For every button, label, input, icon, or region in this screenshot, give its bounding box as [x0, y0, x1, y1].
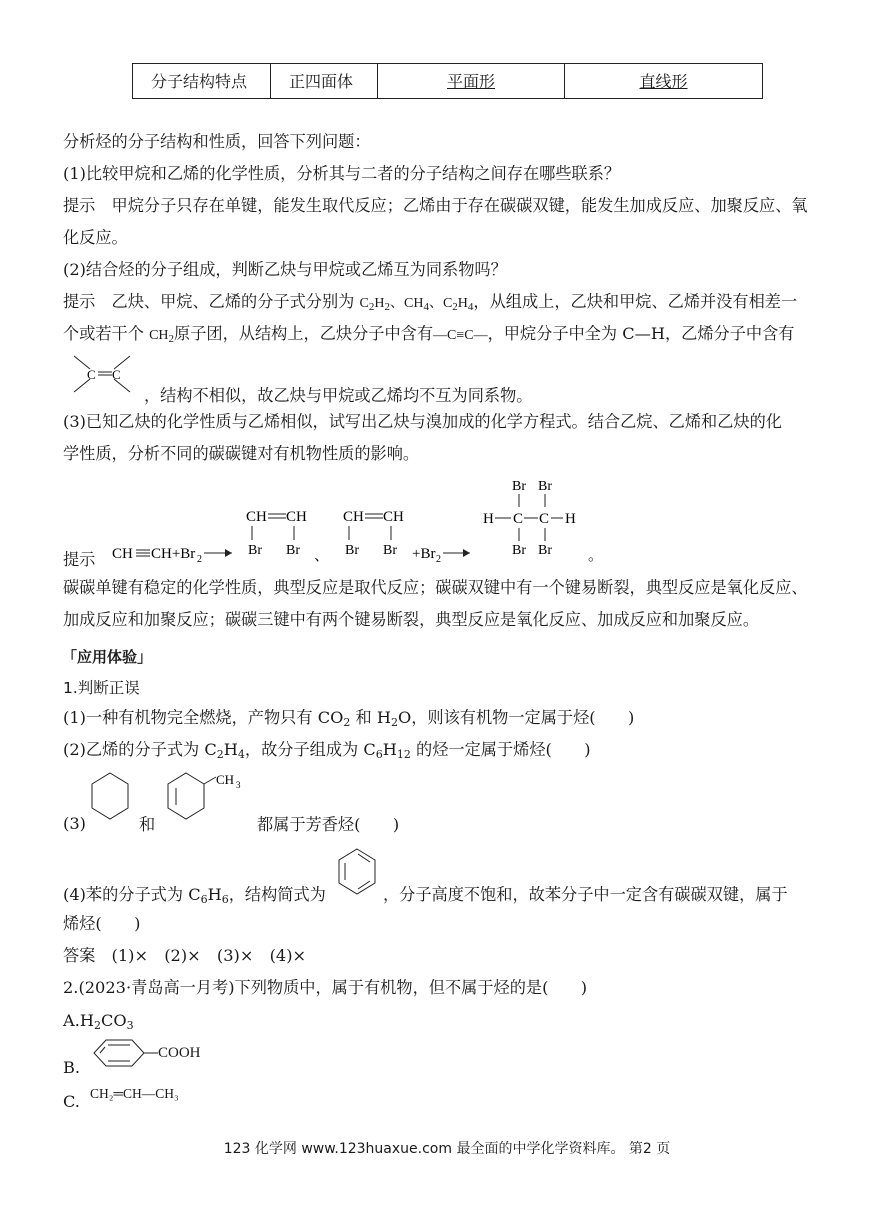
svg-text:Br: Br — [286, 543, 300, 558]
q3-conclusion-line1: 碳碳单键有稳定的化学性质，典型反应是取代反应；碳碳双键中有一个键易断裂，典型反应是氧化反应、 — [63, 578, 808, 597]
svg-text:2: 2 — [436, 554, 441, 565]
practice-item-4-line2: 烯烃( ) — [63, 914, 141, 933]
q1-question: (1)比较甲烷和乙烯的化学性质，分析其与二者的分子结构之间存在哪些联系？ — [63, 164, 621, 183]
table-label: 分子结构特点 — [133, 64, 271, 99]
practice-item-3-and: 和 — [139, 815, 156, 834]
q2-hint-line3: ，结构不相似，故乙炔与甲烷或乙烯均不互为同系物。 — [144, 386, 533, 405]
benzene-structure — [334, 846, 380, 900]
alkene-double-bond-structure — [68, 352, 148, 396]
q3-conclusion-line2: 加成反应和加聚反应；碳碳三键中有两个键易断裂，典型反应是氧化反应、加成反应和加聚反应。 — [63, 610, 760, 629]
svg-text:H: H — [483, 511, 494, 527]
svg-text:C: C — [513, 511, 524, 527]
mcq-option-c-label: C. — [63, 1092, 80, 1111]
q3-question-line1: (3)已知乙炔的化学性质与乙烯相似，试写出乙炔与溴加成的化学方程式。结合乙烷、乙烯和乙炔的化 — [63, 412, 782, 431]
mcq-question: 2.(2023·青岛高一月考)下列物质中，属于有机物，但不属于烃的是( ) — [63, 978, 588, 997]
practice-item-4-line1b: ，分子高度不饱和，故苯分子中一定含有碳碳双键，属于 — [383, 885, 788, 904]
bromine-addition-equation — [108, 476, 628, 576]
q2-hint-line2: 个或若干个 $CH_2$原子团，从结构上，乙炔分子中含有—C≡C—，甲烷分子中全为 C—H，乙烯分子中含有 — [63, 324, 795, 345]
svg-text:C: C — [87, 367, 96, 382]
practice-item-2: (2)乙烯的分子式为 $C_2H_4$，故分子组成为 $C_6H_{12}$ 的烃一定属于烯烃( ) — [63, 740, 591, 761]
svg-text:。: 。 — [588, 548, 604, 564]
practice-answer: 答案 (1)× (2)× (3)× (4)× — [63, 946, 307, 965]
mcq-option-b-group: COOH — [158, 1045, 201, 1061]
intro-text: 分析烃的分子结构和性质，回答下列问题： — [63, 132, 371, 151]
q1-hint-line1: 提示 甲烷分子只存在单键，能发生取代反应；乙烯由于存在碳碳双键，能发生加成反应、加聚反应、氧 — [63, 196, 808, 215]
q2-hint-line1: 提示 乙炔、甲烷、乙烯的分子式分别为 $C_2H_2$、$CH_4$、$C_2H_4$，从组成上，乙炔和甲烷、乙烯并没有相差一 — [63, 292, 798, 313]
q1-hint-line2: 化反应。 — [63, 228, 128, 247]
svg-text:CH: CH — [216, 772, 235, 787]
svg-text:CH: CH — [343, 509, 364, 525]
mcq-option-a: $A.H_2CO_3$ — [63, 1011, 134, 1032]
practice-title: 1.判断正误 — [63, 679, 140, 697]
practice-item-1: (1)一种有机物完全燃烧，产物只有 $CO_2$ 和 $H_2O$，则该有机物一定属于烃( ) — [63, 708, 635, 729]
svg-text:CH: CH — [112, 546, 133, 562]
svg-text:Br: Br — [345, 543, 359, 558]
table-cell-linear: 直线形 — [565, 64, 763, 99]
table-cell-tetrahedral: 正四面体 — [271, 64, 378, 99]
methylcyclohexene-structure — [164, 770, 254, 826]
q3-hint-label: 提示 — [63, 550, 96, 569]
svg-text:CH: CH — [286, 509, 307, 525]
structure-table — [132, 63, 763, 99]
svg-text:+Br: +Br — [412, 546, 436, 562]
practice-item-4-line1a: (4)苯的分子式为 $C_6H_6$，结构简式为 — [63, 885, 326, 906]
q3-question-line2: 学性质，分析不同的碳碳键对有机物性质的影响。 — [63, 444, 420, 463]
mcq-option-b-label: B. — [63, 1058, 81, 1077]
svg-text:Br: Br — [383, 543, 397, 558]
svg-text:3: 3 — [236, 780, 241, 790]
table-cell-planar: 平面形 — [378, 64, 565, 99]
svg-text:2: 2 — [197, 554, 202, 565]
svg-text:C: C — [112, 367, 121, 382]
svg-text:Br: Br — [248, 543, 262, 558]
q2-question: (2)结合烃的分子组成，判断乙炔与甲烷或乙烯互为同系物吗？ — [63, 260, 507, 279]
svg-text:Br: Br — [538, 479, 552, 494]
svg-text:Br: Br — [512, 479, 526, 494]
cyclohexane-structure — [88, 770, 132, 826]
svg-text:CH: CH — [246, 509, 267, 525]
section-title: 「应用体验」 — [62, 648, 153, 666]
practice-item-3-label: (3) — [63, 814, 86, 833]
mcq-option-c-formula: CH₂═CH—CH₃ — [90, 1086, 179, 1101]
benzoic-acid-ring — [86, 1034, 166, 1070]
practice-item-3-tail: 都属于芳香烃( ) — [257, 815, 400, 834]
svg-text:CH+Br: CH+Br — [151, 546, 196, 562]
svg-text:H: H — [565, 511, 576, 527]
svg-text:Br: Br — [538, 543, 552, 558]
svg-text:CH: CH — [383, 509, 404, 525]
svg-text:、: 、 — [314, 548, 330, 564]
svg-text:Br: Br — [512, 543, 526, 558]
svg-text:C: C — [539, 511, 550, 527]
page-footer: 123 化学网 www.123huaxue.com 最全面的中学化学资料库。 第2 页 — [223, 1141, 671, 1157]
